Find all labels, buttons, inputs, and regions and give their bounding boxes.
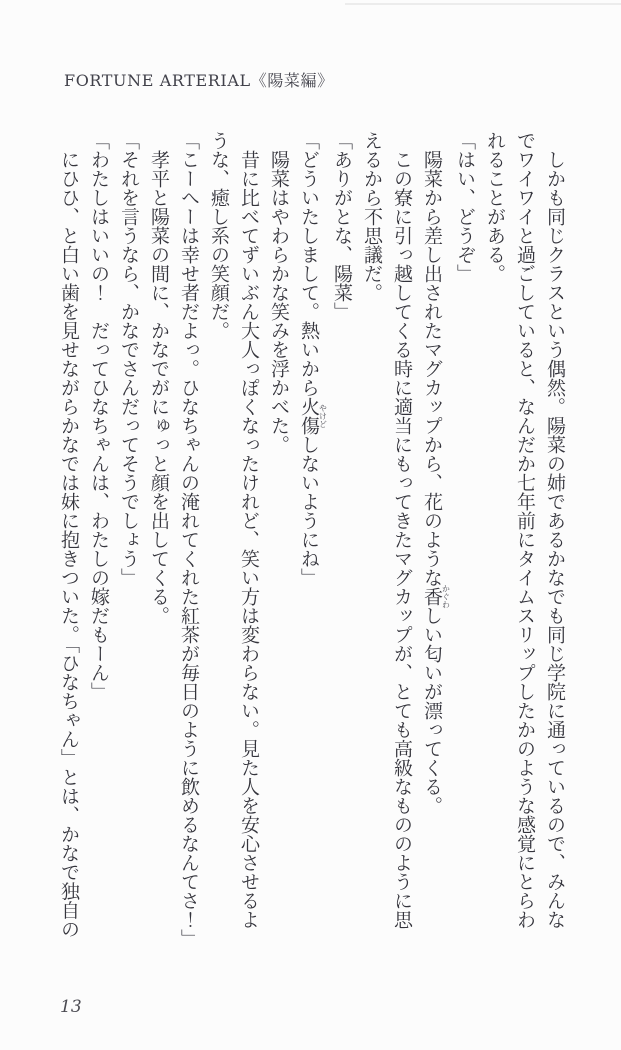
scan-artifact bbox=[345, 3, 621, 5]
text-column: 陽菜はやわらかな笑みを浮かべた。 bbox=[268, 131, 290, 454]
text-column: しかも同じクラスという偶然。陽菜の姉であるかなでも同じ学院に通っているので、みんな bbox=[544, 131, 566, 929]
text-column: この寮に引っ越してくる時に適当にもってきたマグカップが、とても高級なもののように思 bbox=[391, 131, 413, 929]
text-column: 「こーへーは幸せ者だよっ。ひなちゃんの淹れてくれた紅茶が毎日のように飲めるなんてさ！」 bbox=[178, 131, 200, 948]
text-column: 孝平と陽菜の間に、かなでがにゅっと顔を出してくる。 bbox=[148, 131, 170, 625]
text-column: 「わたしはいいの！ だってひなちゃんは、わたしの嫁だもーん」 bbox=[88, 131, 110, 701]
ruby-annotated-word: 香かぐわ bbox=[421, 584, 451, 609]
text-column: 昔に比べてずいぶん大人っぽくなったけれど、笑い方は変わらない。見た人を安心させるよ bbox=[238, 131, 260, 929]
text-column: 「どういたしまして。熱いから火傷やけどしないようにね」 bbox=[298, 131, 328, 587]
text-column: 「それを言うなら、かなでさんだってそうでしょう」 bbox=[118, 131, 140, 587]
text-column: うな、癒し系の笑顔だ。 bbox=[208, 131, 230, 340]
text-column: にひひ、と白い歯を見せながらかなでは妹に抱きついた。「ひなちゃん」とは、かなで独自の bbox=[58, 131, 80, 939]
text-column: でワイワイと過ごしていると、なんだか七年前にタイムスリップしたかのような感覚にとらわ bbox=[514, 131, 536, 929]
text-column: 「ありがとな、陽菜」 bbox=[331, 131, 353, 321]
ruby-annotated-word: 火傷やけど bbox=[298, 397, 328, 435]
text-column: れることがある。 bbox=[484, 131, 506, 283]
text-column: えるから不思議だ。 bbox=[361, 131, 383, 302]
running-header: FORTUNE ARTERIAL《陽菜編》 bbox=[64, 71, 334, 90]
text-column: 「はい、どうぞ」 bbox=[454, 131, 476, 283]
body-text bbox=[54, 131, 570, 957]
text-column: 陽菜から差し出されたマグカップから、花のような香かぐわしい匂いが漂ってくる。 bbox=[421, 131, 451, 815]
page-number: 13 bbox=[60, 997, 82, 1017]
